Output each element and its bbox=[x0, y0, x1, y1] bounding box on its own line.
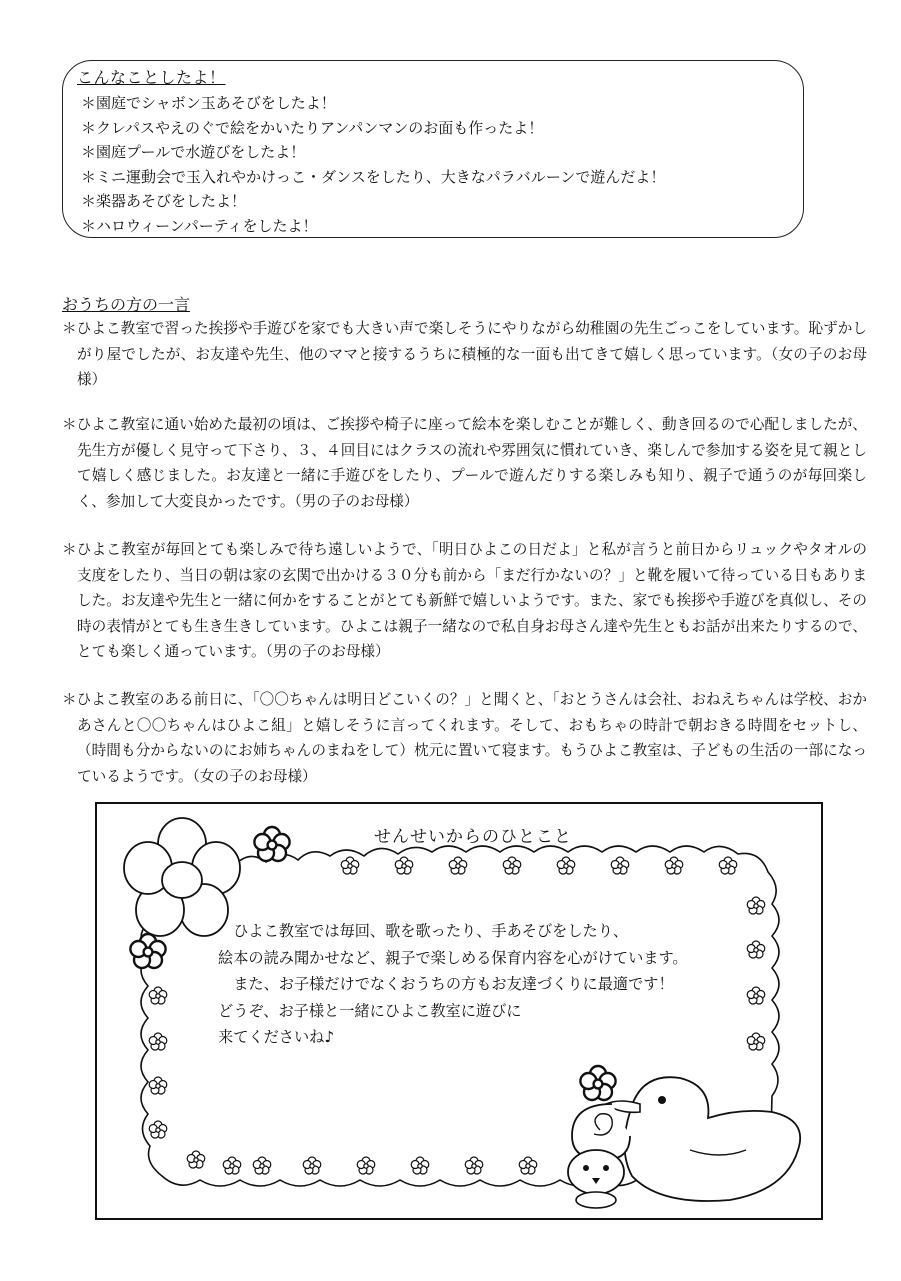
comments-title: おうちの方の一言 bbox=[62, 295, 191, 314]
activity-item: ＊楽器あそびをしたよ！ bbox=[81, 192, 247, 210]
activity-item: ＊ハロウィーンパーティをしたよ！ bbox=[81, 216, 318, 235]
teacher-message-text: ひよこ教室では毎回、歌を歌ったり、手あそびをしたり、 絵本の読み聞かせなど、親子で楽しめる保育内容を心がけています。 また、お子様だけでなくおうちの方もお友達づくりに最適です！ どうぞ、お子様と一緒にひよこ教室に遊びに 来てくださいね♪ bbox=[218, 922, 688, 1046]
tiny-flowers-right bbox=[747, 897, 765, 1050]
small-flower-icon bbox=[580, 1066, 615, 1100]
activity-item: ＊園庭プールで水遊びをしたよ！ bbox=[81, 143, 306, 161]
chick-icon bbox=[568, 1104, 630, 1208]
parent-comment: ＊ひよこ教室のある前日に、「〇〇ちゃんは明日どこいくの？」と聞くと、「おとうさんは会社、おねえちゃんは学校、おかあさんと〇〇ちゃんはひよこ組」と嬉しそうに言ってくれます。そして、おもちゃの時計で朝おきる時間をセットし、（時間も分からないのにお姉ちゃんのまねをして）枕元に置いて寝ます。もうひよこ教室は、子どもの生活の一部になっているようです。（女の子のお母様） bbox=[62, 691, 867, 785]
parent-comment: ＊ひよこ教室が毎回とても楽しみで待ち遠しいようで、「明日ひよこの日だよ」と私が言うと前日からリュックやタオルの支度をしたり、当日の朝は家の玄関で出かける３０分も前から「まだ行かないの？」と靴を履いて待っている日もありました。お友達や先生と一緒に何かをすることがとても新鮮で嬉しいようです。また、家でも挨拶や手遊びを真似し、その時の表情がとても生き生きしています。ひよこは親子一緒なので私自身お母さん達や先生ともお話が出来たりするので、とても楽しく通っています。（男の子のお母様） bbox=[62, 541, 867, 660]
activities-title: こんなことしたよ！ bbox=[77, 68, 226, 87]
activity-item: ＊園庭でシャボン玉あそびをしたよ！ bbox=[81, 94, 336, 112]
parent-comment: ＊ひよこ教室で習った挨拶や手遊びを家でも大きい声で楽しそうにやりながら幼稚園の先生ごっこをしています。恥ずかしがり屋でしたが、お友達や先生、他のママと接するうちに積極的な一面も出てきて嬉しく思っています。（女の子のお母様） bbox=[62, 320, 867, 388]
tiny-flowers-left bbox=[149, 987, 167, 1138]
activity-item: ＊ミニ運動会で玉入れやかけっこ・ダンスをしたり、大きなパラバルーンで遊んだよ！ bbox=[81, 167, 666, 186]
parent-comment: ＊ひよこ教室に通い始めた最初の頃は、ご挨拶や椅子に座って絵本を楽しむことが難しく、動き回るので心配しましたが、先生方が優しく見守って下さり、３、４回目にはクラスの流れや雰囲気に慣れていき、楽しんで参加する姿を見て親として嬉しく感じました。お友達と一緒に手遊びをしたり、プールで遊んだりする楽しみも知り、親子で通うのが毎回楽しく、参加して大変良かったです。（男の子のお母様） bbox=[62, 416, 867, 510]
duck-icon bbox=[606, 1077, 800, 1201]
tiny-flowers-bottom bbox=[187, 1151, 537, 1174]
teacher-message-title: せんせいからのひとこと bbox=[374, 827, 572, 847]
small-flower-icon bbox=[130, 934, 165, 968]
activity-item: ＊クレパスやえのぐで絵をかいたりアンパンマンのお面も作ったよ！ bbox=[81, 118, 544, 137]
tiny-flowers-top bbox=[341, 857, 737, 874]
small-flower-icon bbox=[254, 827, 289, 861]
